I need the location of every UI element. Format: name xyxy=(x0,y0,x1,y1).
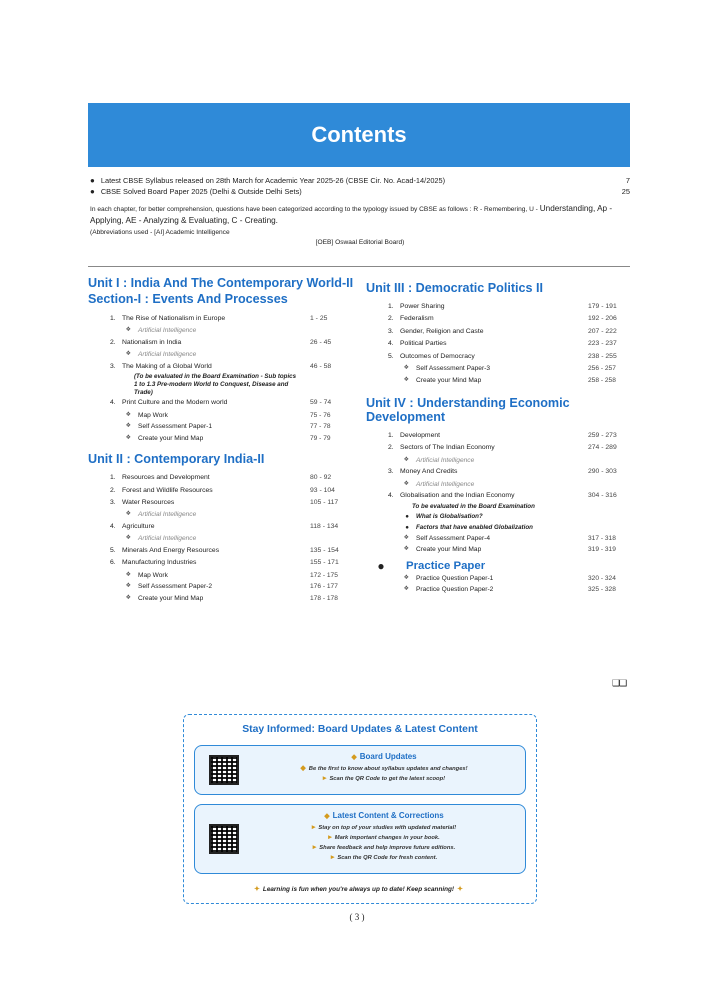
toc-entry-number: 4. xyxy=(110,399,116,407)
bullet-icon: ● xyxy=(90,176,95,185)
typology-note-categories: Understanding, Ap - Applying, AE - Analyzing & Evaluating, C - Creating. xyxy=(90,204,613,225)
toc-sub-entry-title: Artificial Intelligence xyxy=(138,351,197,359)
toc-entry-pages: 274 - 289 xyxy=(588,444,617,452)
bullet-icon: ● xyxy=(405,523,409,531)
toc-sub-entry[interactable] xyxy=(366,584,636,596)
toc-entry[interactable] xyxy=(366,301,636,313)
unit-1-entries xyxy=(88,313,358,444)
pointer-icon: ▸ xyxy=(322,775,327,782)
diamond-icon: ❖ xyxy=(403,456,409,463)
toc-entry-pages: 155 - 171 xyxy=(310,559,339,567)
toc-sub-entry-title: Artificial Intelligence xyxy=(138,535,197,543)
toc-sub-entry[interactable] xyxy=(88,325,358,337)
toc-entry-title: Gender, Religion and Caste xyxy=(400,327,484,335)
toc-sub-entry[interactable] xyxy=(88,349,358,361)
practice-paper-heading xyxy=(366,559,636,573)
toc-entry-title: Resources and Development xyxy=(122,474,210,482)
toc-entry-title: Political Parties xyxy=(400,340,447,348)
toc-sub-entry-pages xyxy=(310,533,358,545)
unit-1-title: Unit I : India And The Contemporary World-II xyxy=(88,276,354,290)
toc-entry-number: 1. xyxy=(388,432,394,440)
toc-sub-entry-title: Self Assessment Paper-3 xyxy=(416,365,491,373)
diamond-icon: ❖ xyxy=(403,480,409,487)
toc-entry-number: 1. xyxy=(110,474,116,482)
latest-content-card xyxy=(194,804,526,874)
toc-sub-entry[interactable] xyxy=(366,533,636,545)
toc-entry-pages: 259 - 273 xyxy=(588,432,617,440)
toc-sub-entry[interactable] xyxy=(88,509,358,521)
latest-content-line: ▸ Mark important changes in your book. xyxy=(328,834,440,841)
toc-sub-entry[interactable] xyxy=(88,593,358,605)
latest-content-body xyxy=(251,810,517,863)
toc-entry-number: 3. xyxy=(110,362,116,370)
toc-entry-pages: 26 - 45 xyxy=(310,338,332,346)
toc-sub-entry-pages: 176 - 177 xyxy=(310,583,338,591)
toc-sub-entry-title: Create your Mind Map xyxy=(416,376,482,384)
toc-entry-number: 5. xyxy=(388,352,394,360)
toc-entry-title: Nationalism in India xyxy=(122,338,182,346)
pointer-icon: ▸ xyxy=(330,854,335,861)
unit-3-title: Unit III : Democratic Politics II xyxy=(366,281,544,295)
toc-entry-title: Money And Credits xyxy=(400,468,458,476)
toc-sub-entry-pages: 320 - 324 xyxy=(588,574,616,582)
toc-entry-pages: 304 - 316 xyxy=(588,492,617,500)
feedback-icon: ▸ xyxy=(312,844,317,851)
toc-entry-number: 1. xyxy=(388,303,394,310)
toc-entry-pages: 1 - 25 xyxy=(310,315,328,322)
toc-sub-entry-pages: 319 - 319 xyxy=(588,546,616,554)
toc-sub-entry[interactable] xyxy=(88,421,358,433)
evaluation-topic-text: What is Globalisation? xyxy=(416,512,483,520)
toc-entry[interactable] xyxy=(88,313,358,325)
toc-sub-entry-pages: 256 - 257 xyxy=(588,365,616,373)
toc-entry[interactable] xyxy=(88,397,358,409)
toc-entry-number: 6. xyxy=(110,559,116,567)
toc-entry-title: Forest and Wildlife Resources xyxy=(122,486,213,494)
intro-item-page: 7 xyxy=(625,176,630,185)
toc-sub-entry-title: Artificial Intelligence xyxy=(138,327,197,335)
diamond-icon: ❖ xyxy=(403,546,409,553)
board-updates-line: ▸ Scan the QR Code to get the latest scoop! xyxy=(322,775,446,782)
latest-content-line: ▸ Stay on top of your studies with updated material! xyxy=(311,824,457,831)
toc-entry-title: Water Resources xyxy=(122,498,175,506)
stay-informed-title: Stay Informed: Board Updates & Latest Content xyxy=(242,724,478,735)
toc-sub-entry-title: Artificial Intelligence xyxy=(416,480,475,488)
unit-3-entries xyxy=(366,301,636,386)
toc-entry[interactable] xyxy=(88,361,358,373)
toc-entry-title: The Making of a Global World xyxy=(122,362,212,370)
section-1-title: Section-I : Events And Processes xyxy=(88,292,288,306)
toc-entry-title: Federalism xyxy=(400,315,434,323)
evaluation-topic-text: Factors that have enabled Globalization xyxy=(416,523,533,531)
toc-entry[interactable] xyxy=(88,545,358,557)
toc-entry-pages: 80 - 92 xyxy=(310,474,332,482)
contents-banner xyxy=(88,103,630,167)
toc-sub-entry-pages xyxy=(588,455,636,467)
evaluation-topic xyxy=(366,511,636,522)
unit-2-title: Unit II : Contemporary India-II xyxy=(88,452,265,467)
diamond-icon: ❖ xyxy=(125,351,131,358)
toc-sub-entry[interactable] xyxy=(88,410,358,422)
intro-item-page: 25 xyxy=(621,187,630,196)
toc-entry[interactable] xyxy=(88,521,358,533)
toc-entry[interactable] xyxy=(366,466,636,478)
toc-entry[interactable] xyxy=(366,490,636,502)
megaphone-icon: ◆ xyxy=(300,765,306,772)
toc-sub-entry-pages xyxy=(310,325,358,337)
toc-entry-title: Agriculture xyxy=(122,522,155,530)
toc-entry-title: Power Sharing xyxy=(400,303,445,310)
refresh-icon: ◆ xyxy=(324,813,330,820)
toc-entry-pages: 207 - 222 xyxy=(588,327,617,335)
intro-item-text: Latest CBSE Syllabus released on 28th March for Academic Year 2025-26 (CBSE Cir. No. Acad-14/2025) xyxy=(100,176,446,185)
toc-entry[interactable] xyxy=(366,326,636,338)
toc-entry-number: 2. xyxy=(110,338,116,346)
toc-entry[interactable] xyxy=(88,497,358,509)
toc-entry[interactable] xyxy=(366,351,636,363)
toc-sub-entry-pages xyxy=(588,479,636,491)
toc-entry-number: 3. xyxy=(388,468,394,476)
toc-sub-entry-pages xyxy=(310,509,358,521)
megaphone-icon: ◆ xyxy=(351,754,357,761)
diamond-icon: ❖ xyxy=(125,571,131,578)
toc-sub-entry-title: Create your Mind Map xyxy=(416,546,482,554)
toc-sub-entry-pages: 79 - 79 xyxy=(310,434,331,442)
bullet-icon: ● xyxy=(377,558,385,573)
toc-sub-entry-pages: 77 - 78 xyxy=(310,423,331,431)
toc-entry-number: 2. xyxy=(388,444,394,452)
stay-informed-footer: ✦ Learning is fun when you're always up to date! Keep scanning! ✦ xyxy=(254,886,463,893)
intro-item-text: CBSE Solved Board Paper 2025 (Delhi & Outside Delhi Sets) xyxy=(100,187,302,196)
stay-informed-box xyxy=(183,714,537,904)
practice-paper-title: Practice Paper xyxy=(406,559,486,572)
unit-4-title: Unit IV : Understanding Economic Development xyxy=(366,396,570,425)
toc-entry[interactable] xyxy=(366,313,636,325)
toc-entry-pages: 59 - 74 xyxy=(310,399,332,407)
toc-sub-entry-pages: 75 - 76 xyxy=(310,411,331,419)
toc-entry-number: 2. xyxy=(110,486,116,494)
toc-entry[interactable] xyxy=(88,485,358,497)
oeb-abbreviation: [OEB] Oswaal Editorial Board) xyxy=(315,239,405,246)
diamond-icon: ❖ xyxy=(403,586,409,593)
toc-entry-pages: 238 - 255 xyxy=(588,352,617,360)
abbreviations-text: (Abbreviations used - [AI] Academic Intelligence xyxy=(90,229,230,236)
toc-entry-title: Minerals And Energy Resources xyxy=(122,546,220,554)
toc-entry[interactable] xyxy=(366,430,636,442)
toc-entry[interactable] xyxy=(366,442,636,454)
evaluation-note: (To be evaluated in the Board Examination - Sub topics 1 to 1.3 Pre-modern World to Conquest, Disease and Trade) xyxy=(134,373,297,397)
toc-entry-pages: 290 - 303 xyxy=(588,468,617,476)
toc-entry[interactable] xyxy=(366,338,636,350)
toc-sub-entry-title: Create your Mind Map xyxy=(138,594,204,602)
toc-sub-entry-title: Practice Question Paper-2 xyxy=(416,586,494,594)
toc-entry-pages: 179 - 191 xyxy=(588,303,617,310)
unit-2-entries xyxy=(88,472,358,604)
latest-content-line: ▸ Scan the QR Code for fresh content. xyxy=(330,854,438,861)
toc-sub-entry[interactable] xyxy=(366,544,636,556)
toc-entry[interactable] xyxy=(88,557,358,569)
toc-sub-entry[interactable] xyxy=(88,570,358,582)
unit-4-entries xyxy=(366,430,636,556)
practice-paper-entries xyxy=(366,573,636,596)
toc-entry-number: 1. xyxy=(110,315,116,322)
toc-entry-title: Manufacturing Industries xyxy=(122,559,197,567)
toc-sub-entry-title: Create your Mind Map xyxy=(138,434,204,442)
toc-entry-pages: 223 - 237 xyxy=(588,340,617,348)
toc-entry-number: 5. xyxy=(110,546,116,554)
toc-sub-entry-pages: 325 - 328 xyxy=(588,586,616,594)
toc-sub-entry-title: Practice Question Paper-1 xyxy=(416,574,494,582)
diamond-icon: ❖ xyxy=(403,376,409,383)
diamond-icon: ❖ xyxy=(125,434,131,441)
intro-item xyxy=(90,175,630,186)
toc-entry-pages: 46 - 58 xyxy=(310,362,332,370)
typology-note xyxy=(90,203,630,238)
toc-entry[interactable] xyxy=(88,472,358,484)
divider xyxy=(88,266,630,267)
bullet-icon: ● xyxy=(90,187,95,196)
toc-entry-number: 3. xyxy=(110,498,116,506)
toc-sub-entry[interactable] xyxy=(88,433,358,445)
bulb-icon: ✦ xyxy=(254,886,260,893)
typology-note-text: In each chapter, for better comprehension, questions have been categorized according to the typology issued by CBSE as follows : R - Remembering, U - xyxy=(90,206,538,213)
latest-content-title: ◆ Latest Content & Corrections xyxy=(251,810,517,823)
toc-entry-pages: 192 - 206 xyxy=(588,315,617,323)
toc-sub-entry-title: Map Work xyxy=(138,411,168,419)
board-updates-line: ◆ Be the first to know about syllabus updates and changes! xyxy=(300,765,468,772)
toc-sub-entry-title: Map Work xyxy=(138,571,168,579)
toc-sub-entry[interactable] xyxy=(366,455,636,467)
diamond-icon: ❖ xyxy=(403,365,409,372)
evaluation-topic xyxy=(366,522,636,533)
diamond-icon: ❖ xyxy=(125,511,131,518)
intro-item xyxy=(90,186,630,197)
toc-entry[interactable] xyxy=(88,337,358,349)
diamond-icon: ❖ xyxy=(403,534,409,541)
diamond-icon: ❖ xyxy=(125,327,131,334)
toc-sub-entry-title: Artificial Intelligence xyxy=(416,456,475,464)
toc-sub-entry-pages: 258 - 258 xyxy=(588,376,616,384)
diamond-icon: ❖ xyxy=(125,583,131,590)
toc-sub-entry-title: Self Assessment Paper-1 xyxy=(138,423,213,431)
evaluation-note: To be evaluated in the Board Examination xyxy=(412,502,535,510)
page-title: Contents xyxy=(311,122,407,147)
toc-sub-entry-pages: 172 - 175 xyxy=(310,571,338,579)
toc-entry-title: The Rise of Nationalism in Europe xyxy=(122,315,226,322)
diamond-icon: ❖ xyxy=(403,574,409,581)
page-number: ( 3 ) xyxy=(349,912,365,922)
latest-content-line: ▸ Share feedback and help improve future editions. xyxy=(312,844,456,851)
qr-code-icon[interactable] xyxy=(209,755,239,785)
board-updates-body xyxy=(251,751,517,784)
diamond-icon: ❖ xyxy=(125,411,131,418)
toc-entry-pages: 135 - 154 xyxy=(310,546,339,554)
toc-sub-entry[interactable] xyxy=(88,581,358,593)
toc-sub-entry[interactable] xyxy=(88,533,358,545)
toc-sub-entry[interactable] xyxy=(366,363,636,375)
toc-entry-title: Outcomes of Democracy xyxy=(400,352,475,360)
toc-entry-number: 4. xyxy=(388,492,394,500)
toc-entry-number: 4. xyxy=(110,522,116,530)
bullet-icon: ● xyxy=(405,512,409,520)
toc-entry-title: Development xyxy=(400,432,441,440)
toc-entry-pages: 118 - 134 xyxy=(310,522,339,530)
toc-entry-pages: 93 - 104 xyxy=(310,486,335,494)
left-column xyxy=(88,276,358,604)
diamond-icon: ❖ xyxy=(125,535,131,542)
book-icon: ▸ xyxy=(311,824,316,831)
toc-sub-entry-title: Artificial Intelligence xyxy=(138,511,197,519)
toc-entry-title: Globalisation and the Indian Economy xyxy=(400,492,515,500)
toc-sub-entry-title: Self Assessment Paper-4 xyxy=(416,534,491,542)
toc-sub-entry[interactable] xyxy=(366,479,636,491)
intro-block xyxy=(90,175,630,248)
toc-entry-number: 2. xyxy=(388,315,394,323)
toc-sub-entry-pages: 317 - 318 xyxy=(588,534,616,542)
toc-sub-entry-title: Self Assessment Paper-2 xyxy=(138,583,213,591)
toc-sub-entry[interactable] xyxy=(366,375,636,387)
mark-icon: ▸ xyxy=(328,834,332,841)
toc-entry-number: 4. xyxy=(388,340,394,348)
board-updates-card xyxy=(194,745,526,795)
end-mark-icon: ❑❑ xyxy=(612,678,627,688)
right-column xyxy=(366,281,636,596)
qr-code-icon[interactable] xyxy=(209,824,239,854)
toc-sub-entry[interactable] xyxy=(366,573,636,585)
board-updates-title: ◆ Board Updates xyxy=(251,751,517,764)
toc-entry-title: Sectors of The Indian Economy xyxy=(400,444,495,452)
diamond-icon: ❖ xyxy=(125,594,131,601)
toc-sub-entry-pages xyxy=(310,349,358,361)
toc-entry-pages: 105 - 117 xyxy=(310,498,339,506)
diamond-icon: ❖ xyxy=(125,423,131,430)
thumbs-up-icon: ✦ xyxy=(457,886,463,893)
toc-sub-entry-pages: 178 - 178 xyxy=(310,594,338,602)
toc-entry-number: 3. xyxy=(388,327,394,335)
toc-entry-title: Print Culture and the Modern world xyxy=(122,399,228,407)
